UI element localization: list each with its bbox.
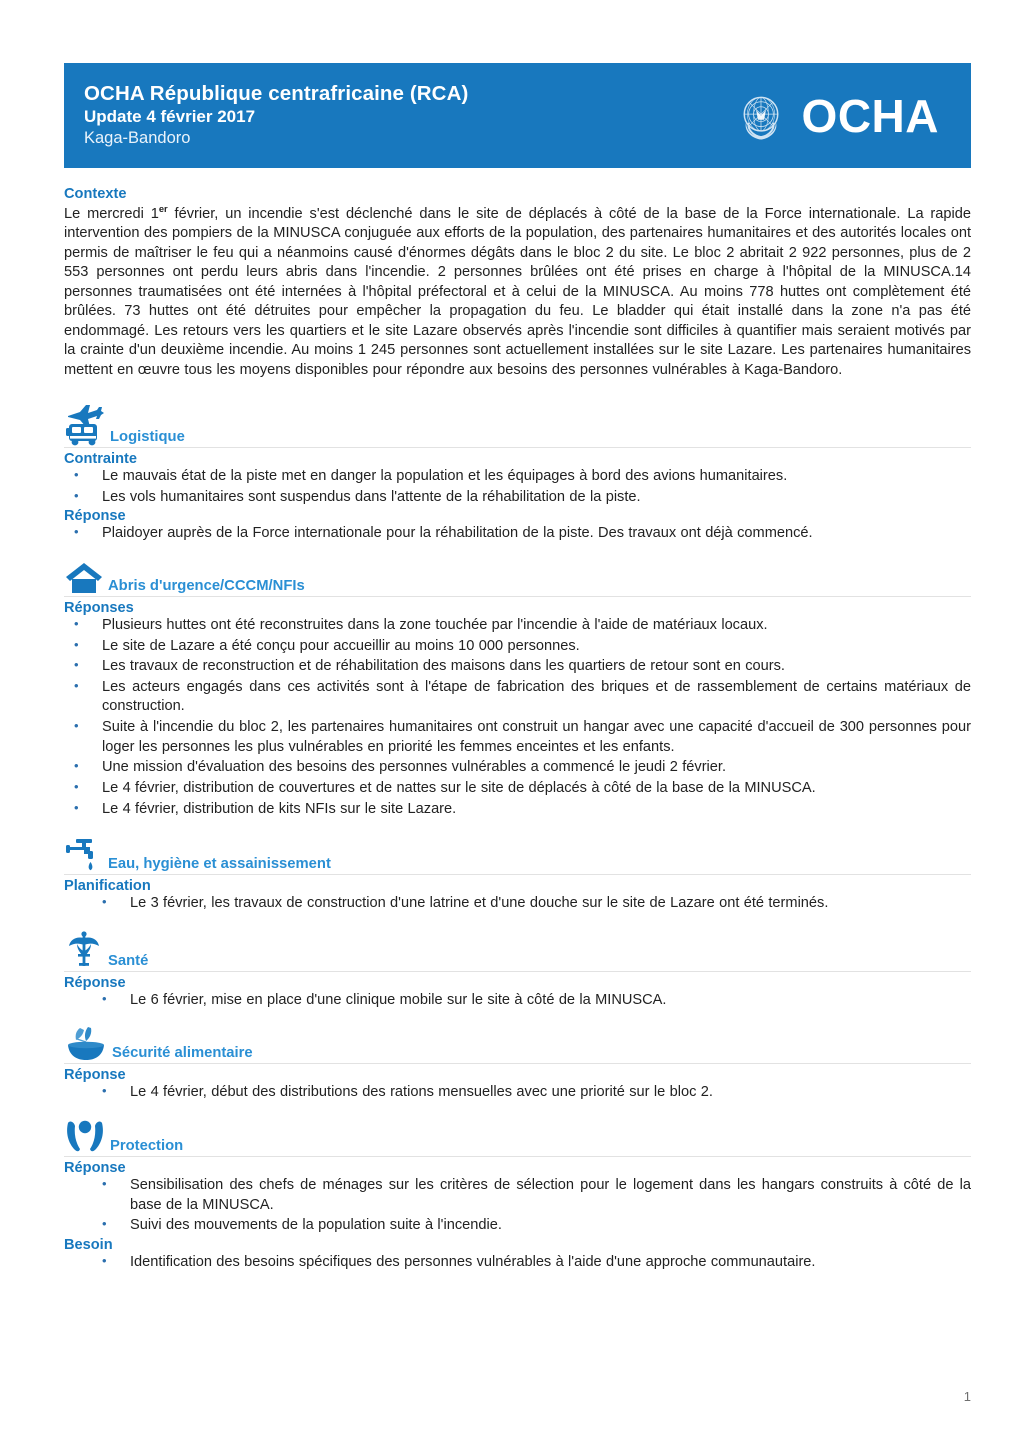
section-logistique [64,402,971,544]
section-sante [64,930,971,1011]
cluster-title-logistique: Logistique [110,429,185,446]
bullet-list-logistique-contrainte [64,467,971,507]
list-item: • Le mauvais état de la piste met en danger la population et les équipages à bord des avions humanitaires. [64,467,971,487]
bullet-list-protection-reponse [64,1176,971,1236]
subhead-besoin: Besoin [64,1236,113,1253]
cluster-title-abris: Abris d'urgence/CCCM/NFIs [108,577,305,594]
bullet-list-sante [64,991,971,1011]
bullet-list-securite-alimentaire [64,1083,971,1103]
ordinal-suffix: er [158,204,168,214]
cluster-header-securite-alimentaire [64,1026,971,1064]
section-abris [64,561,971,819]
subhead-reponse-logistique: Réponse [64,508,126,525]
section-protection [64,1119,971,1273]
shelter-house-icon [64,561,104,595]
list-item: • Les vols humanitaires sont suspendus dans l'attente de la réhabilitation de la piste. [64,488,971,508]
header-text-block [84,82,468,149]
cluster-header-eau [64,837,971,875]
cluster-header-protection [64,1119,971,1157]
document-body [64,186,971,1274]
subhead-reponses-abris: Réponses [64,599,134,616]
list-item: • Le 4 février, distribution de couvertures et de nattes sur le site de déplacés à côté de la base de la MINUSCA. [64,779,971,799]
list-item: • Les acteurs engagés dans ces activités sont à l'étape de fabrication des briques et de rassemblement de certains matériaux de construction. [64,678,971,717]
un-emblem-icon [730,85,792,147]
list-item: • Les travaux de reconstruction et de réhabilitation des maisons dans les quartiers de retour sont en cours. [64,657,971,677]
list-item: • Une mission d'évaluation des besoins des personnes vulnérables a commencé le jeudi 2 février. [64,758,971,778]
subhead-reponse-sante: Réponse [64,974,126,991]
list-item: • Le 4 février, distribution de kits NFIs sur le site Lazare. [64,800,971,820]
subhead-planification: Planification [64,878,151,895]
water-tap-icon [64,837,104,873]
cluster-title-protection: Protection [110,1138,184,1155]
contexte-text-before-ordinal: Le mercredi 1 [64,205,159,222]
list-item: • Identification des besoins spécifiques des personnes vulnérables à l'aide d'une approche communautaire. [64,1253,971,1273]
bullet-list-abris [64,616,971,819]
list-item: • Le 4 février, début des distributions des rations mensuelles avec une priorité sur le bloc 2. [64,1083,971,1103]
list-item: • Sensibilisation des chefs de ménages sur les critères de sélection pour le logement dans les hangars construits à côté de la base de la MINUSCA. [64,1176,971,1215]
cluster-header-sante [64,930,971,972]
document-header [64,63,971,168]
cluster-title-sante: Santé [108,952,149,969]
list-item: • Suite à l'incendie du bloc 2, les partenaires humanitaires ont construit un hangar avec une capacité d'accueil de 300 personnes pour loger les personnes les plus vulnérables en priorité les femmes enceintes et les enfants. [64,718,971,757]
ocha-wordmark: OCHA [801,89,939,142]
list-item: • Plaidoyer auprès de la Force internationale pour la réhabilitation de la piste. Des travaux ont déjà commencé. [64,524,971,544]
section-eau [64,837,971,914]
cluster-title-securite-alimentaire: Sécurité alimentaire [112,1045,253,1062]
bullet-list-eau [64,894,971,914]
bullet-list-logistique-reponse [64,524,971,544]
bullet-list-protection-besoin [64,1253,971,1273]
ocha-logo [730,85,947,147]
contexte-heading: Contexte [64,186,127,202]
subhead-contrainte: Contrainte [64,451,137,468]
cluster-header-abris [64,561,971,597]
subhead-reponse-securite-alimentaire: Réponse [64,1067,126,1084]
header-location: Kaga-Bandoro [84,129,191,148]
subhead-reponse-protection: Réponse [64,1160,126,1177]
list-item: • Plusieurs huttes ont été reconstruites dans la zone touchée par l'incendie à l'aide de matériaux locaux. [64,616,971,636]
food-bowl-icon [64,1026,108,1062]
contexte-text-after-ordinal: février, un incendie s'est déclenché dans le site de déplacés à côté de la base de la Force internationale. La rapide intervention des pompiers de la MINUSCA conjuguée aux efforts de la population, des partenaires humanitaires et des autorités locales ont permis de maîtriser le feu qui a néanmoins causé d'énormes dégâts dans le bloc 2 du site. Le bloc 2 abritait 2 922 personnes, plus de 2 553 personnes ont perdu leurs abris dans l'incendie. 2 personnes brûlées ont été prises en charge à l'hôpital de la MINUSCA.14 personnes traumatisées ont été internées à l'hôpital préfectoral et à celui de la MINUSCA. Au moins 778 huttes ont complètement été brûlées. 73 huttes ont été détruites pour empêcher la propagation du feu. Le bladder qui était installé dans la zone n'a pas été endommagé. Les retours vers les quartiers et le site Lazare observés après l'incendie sont difficiles à quantifier mais seraient motivés par la crainte d'un deuxième incendie. Au moins 1 245 personnes sont actuellement installées sur le site Lazare. Les partenaires humanitaires mettent en œuvre tous les moyens disponibles pour répondre aux besoins des personnes vulnérables à Kaga-Bandoro. [64,205,971,378]
page-title: OCHA République centrafricaine (RCA) [84,82,469,106]
cluster-title-eau: Eau, hygiène et assainissement [108,856,331,873]
contexte-paragraph [64,203,971,380]
hands-protecting-person-icon [64,1119,106,1155]
header-subtitle: Update 4 février 2017 [84,107,256,127]
section-contexte [64,186,971,380]
list-item: • Suivi des mouvements de la population suite à l'incendie. [64,1216,971,1236]
cluster-header-logistique [64,402,971,448]
list-item: • Le site de Lazare a été conçu pour accueillir au moins 10 000 personnes. [64,637,971,657]
page-number: 1 [963,1389,971,1404]
list-item: • Le 3 février, les travaux de construction d'une latrine et d'une douche sur le site de Lazare ont été terminés. [64,894,971,914]
caduceus-icon [64,930,104,970]
list-item: • Le 6 février, mise en place d'une clinique mobile sur le site à côté de la MINUSCA. [64,991,971,1011]
section-securite-alimentaire [64,1026,971,1103]
plane-and-bus-icon [64,402,106,446]
